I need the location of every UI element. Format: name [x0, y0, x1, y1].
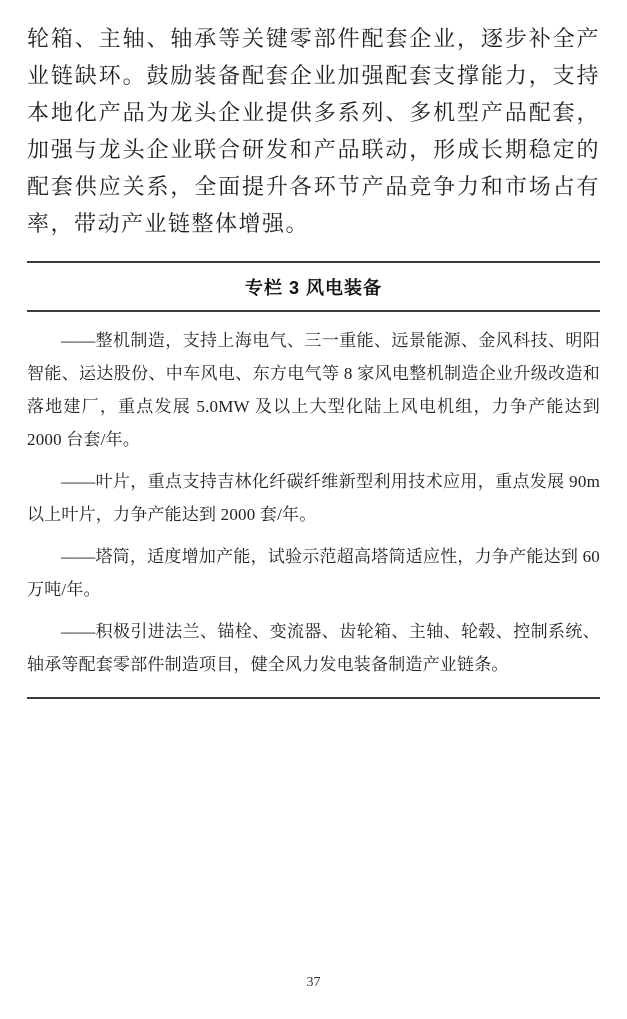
panel-paragraph: ——整机制造，支持上海电气、三一重能、远景能源、金风科技、明阳智能、运达股份、中车风电、东方电气等 8 家风电整机制造企业升级改造和落地建厂，重点发展 5.0MW 及以上大型化陆上风电机组，力争产能达到 2000 台套/年。: [27, 331, 600, 449]
panel-paragraph: ——叶片，重点支持吉林化纤碳纤维新型利用技术应用，重点发展 90m 以上叶片，力争产能达到 2000 套/年。: [27, 472, 600, 524]
panel-paragraph: ——塔筒，适度增加产能，试验示范超高塔筒适应性，力争产能达到 60 万吨/年。: [27, 547, 600, 599]
panel-title: 专栏 3 风电装备: [27, 263, 600, 312]
body-paragraph: 轮箱、主轴、轴承等关键零部件配套企业，逐步补全产业链缺环。鼓励装备配套企业加强配套支撑能力，支持本地化产品为龙头企业提供多系列、多机型产品配套，加强与龙头企业联合研发和产品联动，形成长期稳定的配套供应关系，全面提升各环节产品竞争力和市场占有率，带动产业链整体增强。: [27, 26, 600, 236]
panel-paragraph: ——积极引进法兰、锚栓、变流器、齿轮箱、主轴、轮毂、控制系统、轴承等配套零部件制造项目，健全风力发电装备制造产业链条。: [27, 622, 600, 674]
page-number: 37: [306, 975, 321, 990]
panel-wind-power-equipment: [27, 261, 600, 699]
panel-body: [27, 312, 600, 697]
